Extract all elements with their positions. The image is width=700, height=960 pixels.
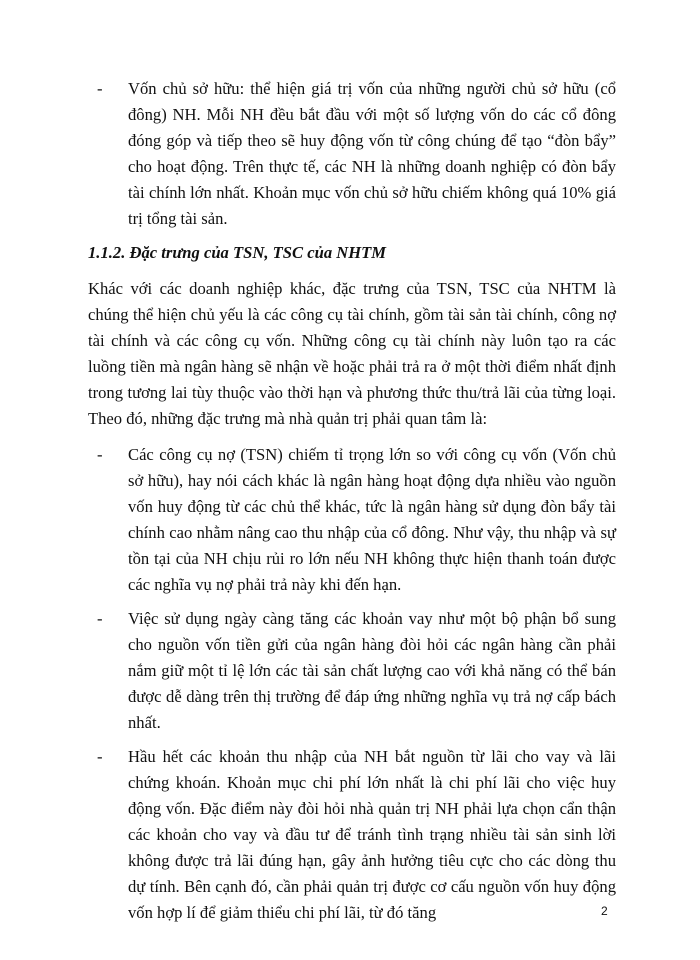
- page-number: 2: [601, 904, 608, 918]
- bullet-marker: -: [97, 445, 103, 464]
- bullet-marker: -: [97, 609, 103, 628]
- page-body: [88, 76, 616, 934]
- bullet-item-debt-instruments: [88, 442, 616, 598]
- bullet-text: Các công cụ nợ (TSN) chiếm tỉ trọng lớn so với công cụ vốn (Vốn chủ sở hữu), hay nói cách khác là ngân hàng hoạt động dựa nhiều vào nguồn vốn huy động từ các chủ thể khác, tức là ngân hàng sử dụng đòn bẩy tài chính cao nhằm nâng cao thu nhập của cổ đông. Như vậy, thu nhập và sự tồn tại của NH chịu rủi ro lớn nếu NH không thực hiện thanh toán được các nghĩa vụ nợ phải trả này khi đến hạn.: [128, 445, 616, 594]
- bullet-text: Hầu hết các khoản thu nhập của NH bắt nguồn từ lãi cho vay và lãi chứng khoán. Khoản mục chi phí lớn nhất là chi phí lãi cho việc huy động vốn. Đặc điểm này đòi hỏi nhà quản trị NH phải lựa chọn cẩn thận các khoản cho vay và đầu tư để tránh tình trạng nhiều tài sản sinh lời không được trả lãi đúng hạn, gây ảnh hưởng tiêu cực cho các dòng thu dự tính. Bên cạnh đó, cần phải quản trị được cơ cấu nguồn vốn huy động vốn hợp lí để giảm thiểu chi phí lãi, từ đó tăng: [128, 747, 616, 922]
- bullet-item-owner-equity: [88, 76, 616, 232]
- bullet-item-borrowings: [88, 606, 616, 736]
- bullet-text: Việc sử dụng ngày càng tăng các khoản vay như một bộ phận bổ sung cho nguồn vốn tiền gửi của ngân hàng đòi hỏi các ngân hàng cần phải nắm giữ một tỉ lệ lớn các tài sản chất lượng cao với khả năng có thể bán được dễ dàng trên thị trường để đáp ứng những nghĩa vụ trả nợ cấp bách nhất.: [128, 609, 616, 732]
- bullet-marker: -: [97, 79, 103, 98]
- section-heading: 1.1.2. Đặc trưng của TSN, TSC của NHTM: [88, 243, 387, 262]
- bullet-item-income-sources: [88, 744, 616, 926]
- bullet-text: Vốn chủ sở hữu: thể hiện giá trị vốn của những người chủ sở hữu (cổ đông) NH. Mỗi NH đều bắt đầu với một số lượng vốn do các cổ đông đóng góp và tiếp theo sẽ huy động vốn từ công chúng để tạo “đòn bẩy” cho hoạt động. Trên thực tế, các NH là những doanh nghiệp có đòn bẩy tài chính lớn nhất. Khoản mục vốn chủ sở hữu chiếm không quá 10% giá trị tổng tài sản.: [128, 79, 616, 228]
- body-paragraph: Khác với các doanh nghiệp khác, đặc trưng của TSN, TSC của NHTM là chúng thể hiện chủ yếu là các công cụ tài chính, gồm tài sản tài chính, công nợ tài chính và các công cụ vốn. Những công cụ tài chính này luôn tạo ra các luồng tiền mà ngân hàng sẽ nhận về hoặc phải trả ra ở một thời điểm nhất định trong tương lai tùy thuộc vào thời hạn và phương thức thu/trả lãi của từng loại. Theo đó, những đặc trưng mà nhà quản trị phải quan tâm là:: [88, 279, 616, 428]
- bullet-marker: -: [97, 747, 103, 766]
